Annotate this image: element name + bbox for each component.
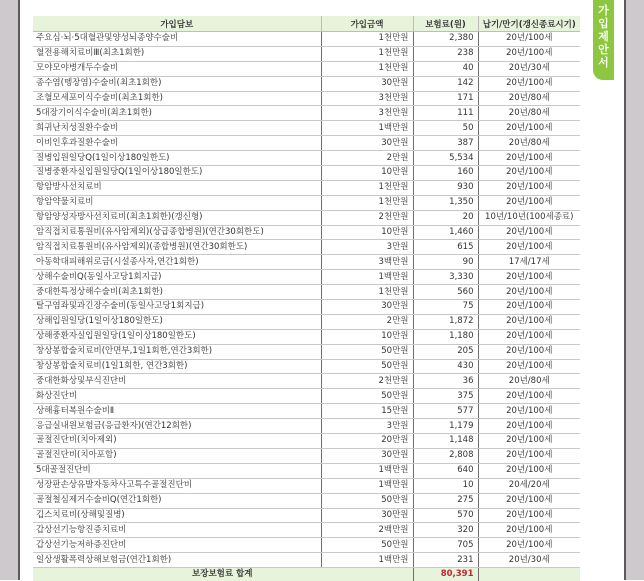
premium-cell: 75 <box>413 300 478 315</box>
premium-cell: 387 <box>413 136 478 151</box>
amount-cell: 30만원 <box>321 76 413 91</box>
amount-cell: 50만원 <box>321 389 413 404</box>
coverage-name-cell: 희귀난치성질환수술비 <box>33 121 321 136</box>
premium-cell: 1,148 <box>413 434 478 449</box>
term-cell: 20세/20세 <box>478 478 580 493</box>
coverage-name-cell: 중대한특정상해수술비(최초1회한) <box>33 285 321 300</box>
table-row <box>33 121 580 136</box>
coverage-name-cell: 조혈모세포이식수술비(최초1회한) <box>33 91 321 106</box>
amount-cell: 1천만원 <box>321 285 413 300</box>
term-cell: 20년/100세 <box>478 329 580 344</box>
premium-cell: 320 <box>413 523 478 538</box>
amount-cell: 50만원 <box>321 493 413 508</box>
coverage-name-cell: 일상생활폭력상해보험금(연간1회한) <box>33 553 321 568</box>
amount-cell: 3천만원 <box>321 106 413 121</box>
amount-cell: 1천만원 <box>321 61 413 76</box>
term-cell: 20년/100세 <box>478 463 580 478</box>
amount-cell: 1백만원 <box>321 478 413 493</box>
coverage-name-cell: 상해수술비Q(동일사고당1회지급) <box>33 270 321 285</box>
coverage-name-cell: 5대장기이식수술비(최초1회한) <box>33 106 321 121</box>
table-row <box>33 61 580 76</box>
table-row <box>33 508 580 523</box>
term-cell: 20년/80세 <box>478 374 580 389</box>
term-cell: 20년/100세 <box>478 285 580 300</box>
term-cell: 10년/10년(100세종료) <box>478 210 580 225</box>
amount-cell: 3백만원 <box>321 255 413 270</box>
amount-cell: 50만원 <box>321 359 413 374</box>
coverage-name-cell: 탈구염좌및과긴장수술비(동일사고당1회지급) <box>33 300 321 315</box>
term-cell: 20년/100세 <box>478 523 580 538</box>
amount-cell: 1백만원 <box>321 463 413 478</box>
term-cell: 20년/100세 <box>478 493 580 508</box>
coverage-name-cell: 골절진단비(치아포함) <box>33 448 321 463</box>
term-cell: 20년/100세 <box>478 448 580 463</box>
table-row <box>33 359 580 374</box>
table-row <box>33 434 580 449</box>
coverage-name-cell: 항암양성자방사선치료비(최초1회한)(갱신형) <box>33 210 321 225</box>
coverage-name-cell: 아동학대피해위로금(시설종사자,연간1회한) <box>33 255 321 270</box>
premium-cell: 238 <box>413 46 478 61</box>
table-row <box>33 523 580 538</box>
premium-cell: 1,180 <box>413 329 478 344</box>
term-cell: 20년/100세 <box>478 508 580 523</box>
premium-cell: 2,808 <box>413 448 478 463</box>
amount-cell: 1백만원 <box>321 270 413 285</box>
premium-cell: 1,872 <box>413 314 478 329</box>
amount-cell: 1백만원 <box>321 553 413 568</box>
side-tab-char: 제 <box>598 30 609 43</box>
amount-cell: 2만원 <box>321 314 413 329</box>
amount-cell: 2만원 <box>321 151 413 166</box>
term-cell: 20년/100세 <box>478 180 580 195</box>
header-premium: 보험료(원) <box>413 16 478 32</box>
coverage-name-cell: 창상봉합술치료비(1일1회한, 연간3회한) <box>33 359 321 374</box>
table-row <box>33 240 580 255</box>
premium-cell: 160 <box>413 166 478 181</box>
term-cell: 20년/100세 <box>478 151 580 166</box>
table-row <box>33 314 580 329</box>
coverage-name-cell: 혈전용해치료비Ⅲ(최초1회한) <box>33 46 321 61</box>
header-amount: 가입금액 <box>321 16 413 32</box>
table-row <box>33 210 580 225</box>
premium-cell: 1,350 <box>413 195 478 210</box>
table-row <box>33 344 580 359</box>
term-cell: 20년/100세 <box>478 195 580 210</box>
table-row <box>33 195 580 210</box>
table-row <box>33 285 580 300</box>
total-premium: 80,391 <box>413 568 478 581</box>
coverage-name-cell: 5대골절진단비 <box>33 463 321 478</box>
premium-cell: 615 <box>413 240 478 255</box>
term-cell: 20년/100세 <box>478 389 580 404</box>
table-row <box>33 255 580 270</box>
table-row <box>33 180 580 195</box>
term-cell: 20년/100세 <box>478 240 580 255</box>
table-row <box>33 76 580 91</box>
left-gutter <box>0 0 20 580</box>
term-cell: 20년/100세 <box>478 300 580 315</box>
premium-cell: 2,380 <box>413 32 478 47</box>
amount-cell: 3만원 <box>321 419 413 434</box>
coverage-name-cell: 항암방사선치료비 <box>33 180 321 195</box>
premium-cell: 171 <box>413 91 478 106</box>
premium-cell: 430 <box>413 359 478 374</box>
side-tab-char: 서 <box>598 56 609 69</box>
coverage-name-cell: 중대한화상및부식진단비 <box>33 374 321 389</box>
term-cell: 17세/17세 <box>478 255 580 270</box>
table-row <box>33 463 580 478</box>
term-cell: 20년/80세 <box>478 136 580 151</box>
coverage-name-cell: 상해흉터복원수술비Ⅱ <box>33 404 321 419</box>
table-row <box>33 300 580 315</box>
coverage-name-cell: 질병입원일당Q(1일이상180일한도) <box>33 151 321 166</box>
coverage-name-cell: 이비인후과질환수술비 <box>33 136 321 151</box>
amount-cell: 3천만원 <box>321 91 413 106</box>
coverage-name-cell: 상해입원일당(1일이상180일한도) <box>33 314 321 329</box>
coverage-name-cell: 응급실내원보험금(응급환자)(연간12회한) <box>33 419 321 434</box>
term-cell: 20년/100세 <box>478 344 580 359</box>
term-cell: 20년/80세 <box>478 91 580 106</box>
amount-cell: 10만원 <box>321 329 413 344</box>
amount-cell: 10만원 <box>321 166 413 181</box>
total-label: 보장보험료 합계 <box>33 568 413 581</box>
coverage-name-cell: 항암약물치료비 <box>33 195 321 210</box>
table-row <box>33 106 580 121</box>
amount-cell: 1천만원 <box>321 32 413 47</box>
coverage-name-cell: 골절철심제거수술비Q(연간1회한) <box>33 493 321 508</box>
term-cell: 20년/100세 <box>478 359 580 374</box>
table-row <box>33 270 580 285</box>
premium-cell: 90 <box>413 255 478 270</box>
table-row <box>33 32 580 47</box>
table-header-row <box>33 16 580 32</box>
amount-cell: 1천만원 <box>321 195 413 210</box>
amount-cell: 1천만원 <box>321 180 413 195</box>
table-row <box>33 225 580 240</box>
coverage-name-cell: 암직접치료통원비(유사암제외)(상급종합병원)(연간30회한도) <box>33 225 321 240</box>
term-cell: 20년/100세 <box>478 270 580 285</box>
term-cell: 20년/100세 <box>478 166 580 181</box>
coverage-name-cell: 창상봉합술치료비(안면부,1일1회한,연간3회한) <box>33 344 321 359</box>
premium-cell: 705 <box>413 538 478 553</box>
coverage-name-cell: 질병중환자실입원일당Q(1일이상180일한도) <box>33 166 321 181</box>
table-row <box>33 538 580 553</box>
amount-cell: 15만원 <box>321 404 413 419</box>
table-row <box>33 46 580 61</box>
term-cell: 20년/100세 <box>478 419 580 434</box>
table-row <box>33 329 580 344</box>
amount-cell: 50만원 <box>321 344 413 359</box>
table-row <box>33 166 580 181</box>
premium-cell: 205 <box>413 344 478 359</box>
term-cell: 20년/100세 <box>478 404 580 419</box>
side-tab-char: 가 <box>598 4 609 17</box>
premium-cell: 1,460 <box>413 225 478 240</box>
coverage-table <box>33 16 580 581</box>
table-row <box>33 374 580 389</box>
side-tab-proposal[interactable] <box>593 0 614 80</box>
side-tab-char: 입 <box>598 17 609 30</box>
amount-cell: 10만원 <box>321 225 413 240</box>
term-cell: 20년/100세 <box>478 32 580 47</box>
premium-cell: 275 <box>413 493 478 508</box>
premium-cell: 40 <box>413 61 478 76</box>
table-row <box>33 389 580 404</box>
term-cell: 20년/100세 <box>478 225 580 240</box>
amount-cell: 20만원 <box>321 434 413 449</box>
amount-cell: 50만원 <box>321 538 413 553</box>
premium-cell: 36 <box>413 374 478 389</box>
coverage-name-cell: 모야모야병개두수술비 <box>33 61 321 76</box>
term-cell: 20년/80세 <box>478 106 580 121</box>
coverage-name-cell: 깁스치료비(상해및질병) <box>33 508 321 523</box>
amount-cell: 30만원 <box>321 136 413 151</box>
premium-cell: 5,534 <box>413 151 478 166</box>
table-row <box>33 493 580 508</box>
total-row <box>33 568 580 581</box>
coverage-name-cell: 상해중환자실입원일당(1일이상180일한도) <box>33 329 321 344</box>
premium-cell: 1,179 <box>413 419 478 434</box>
coverage-name-cell: 갑상선기능저하증진단비 <box>33 538 321 553</box>
table-row <box>33 448 580 463</box>
premium-cell: 560 <box>413 285 478 300</box>
premium-cell: 142 <box>413 76 478 91</box>
premium-cell: 10 <box>413 478 478 493</box>
amount-cell: 30만원 <box>321 508 413 523</box>
coverage-name-cell: 암직접치료통원비(유사암제외)(종합병원)(연간30회한도) <box>33 240 321 255</box>
term-cell: 20년/100세 <box>478 434 580 449</box>
right-gutter <box>624 0 644 580</box>
premium-cell: 375 <box>413 389 478 404</box>
table-row <box>33 91 580 106</box>
premium-cell: 111 <box>413 106 478 121</box>
premium-cell: 50 <box>413 121 478 136</box>
table-row <box>33 136 580 151</box>
table-row <box>33 478 580 493</box>
amount-cell: 2천만원 <box>321 374 413 389</box>
amount-cell: 1백만원 <box>321 121 413 136</box>
term-cell: 20년/100세 <box>478 76 580 91</box>
term-cell: 20년/100세 <box>478 538 580 553</box>
premium-cell: 20 <box>413 210 478 225</box>
amount-cell: 2천만원 <box>321 210 413 225</box>
premium-cell: 640 <box>413 463 478 478</box>
coverage-name-cell: 성장판손상유발자동차사고특수골절진단비 <box>33 478 321 493</box>
coverage-name-cell: 골절진단비(치아제외) <box>33 434 321 449</box>
amount-cell: 1천만원 <box>321 46 413 61</box>
table-row <box>33 419 580 434</box>
coverage-name-cell: 주요심·뇌·5대혈관및양성뇌종양수술비 <box>33 32 321 47</box>
term-cell: 20년/100세 <box>478 46 580 61</box>
header-coverage: 가입담보 <box>33 16 321 32</box>
premium-cell: 570 <box>413 508 478 523</box>
amount-cell: 30만원 <box>321 300 413 315</box>
premium-cell: 930 <box>413 180 478 195</box>
header-term: 납기/만기(갱신종료시기) <box>478 16 580 32</box>
table-row <box>33 553 580 568</box>
term-cell: 20년/30세 <box>478 553 580 568</box>
term-cell: 20년/30세 <box>478 61 580 76</box>
total-empty-cell <box>478 568 580 581</box>
table-row <box>33 151 580 166</box>
amount-cell: 3만원 <box>321 240 413 255</box>
premium-cell: 231 <box>413 553 478 568</box>
premium-cell: 577 <box>413 404 478 419</box>
amount-cell: 30만원 <box>321 448 413 463</box>
amount-cell: 2백만원 <box>321 523 413 538</box>
term-cell: 20년/100세 <box>478 314 580 329</box>
table-row <box>33 404 580 419</box>
side-tab-char: 안 <box>598 43 609 56</box>
coverage-name-cell: 갑상선기능항진증치료비 <box>33 523 321 538</box>
premium-cell: 3,330 <box>413 270 478 285</box>
coverage-name-cell: 종수염(뗑장염)수술비(최초1회한) <box>33 76 321 91</box>
term-cell: 20년/100세 <box>478 121 580 136</box>
coverage-name-cell: 화상진단비 <box>33 389 321 404</box>
